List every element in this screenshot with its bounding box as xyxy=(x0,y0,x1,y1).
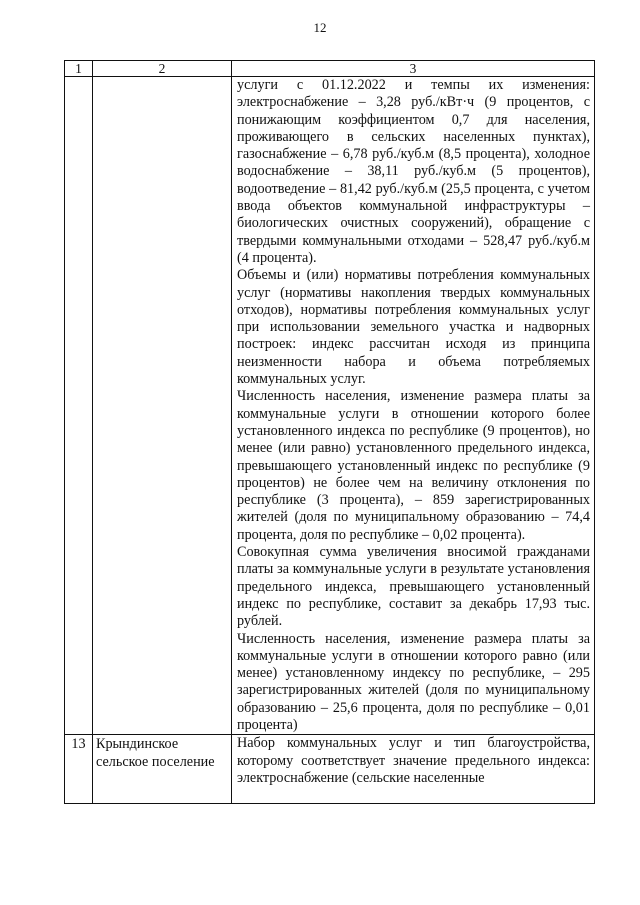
paragraph-tariffs: услуги с 01.12.2022 и темпы их изменения: электроснабжение – 3,28 руб./кВт·ч (9 процентов, с понижающим коэффициентом 0,7 для населения, проживающего в сельских населенных пунктах), газоснабжение – 6,78 руб./куб.м (8,5 процента), холодное водоснабжение – 38,11 руб./куб.м (5 процентов), водоотведение – 81,42 руб./куб.м (25,5 процента, с учетом ввода объектов коммунальной инфраструктуры – биологических очистных сооружений), обращение с твердыми коммунальными отходами – 528,47 руб./куб.м (4 процента). xyxy=(237,77,590,266)
paragraph-population-above: Численность населения, изменение размера платы за коммунальные услуги в отношении которого более установленного индекса по республике (9 процентов), но менее (или равно) установленного предельного индекса, превышающего установленный индекс по республике (9 процентов) не более чем на величину отклонения по республике (3 процента), – 859 зарегистрированных жителей (доля по муниципальному образованию – 74,4 процента, доля по республике – 0,02 процента). xyxy=(237,388,590,543)
description-cell xyxy=(232,735,595,804)
header-col-3: 3 xyxy=(232,61,595,77)
description-cell xyxy=(232,77,595,735)
header-row xyxy=(65,61,595,77)
header-col-1: 1 xyxy=(65,61,93,77)
header-col-2: 2 xyxy=(93,61,232,77)
paragraph-population-below: Численность населения, изменение размера платы за коммунальные услуги в отношении которого равно (или менее) установленному индексу по республике, – 295 зарегистрированных жителей (доля по муниципальному образованию – 25,6 процента, доля по республике – 0,01 процента) xyxy=(237,630,590,733)
municipality-cell xyxy=(93,77,232,735)
paragraph-total-increase: Совокупная сумма увеличения вносимой гражданами платы за коммунальные услуги в результате установления предельного индекса, превышающего установленный индекс по республике, составит за декабрь 17,93 тыс. рублей. xyxy=(237,544,590,630)
data-table xyxy=(64,60,595,804)
municipality-cell xyxy=(93,735,232,804)
paragraph-volumes: Объемы и (или) нормативы потребления коммунальных услуг (нормативы накопления твердых коммунальных отходов), нормативы потребления коммунальных услуг при использовании земельного участка и надворных построек: индекс рассчитан исходя из принципа неизменности набора и объема потребляемых коммунальных услуг. xyxy=(237,267,590,388)
table-row xyxy=(65,735,595,804)
description-text: Набор коммунальных услуг и тип благоустройства, которому соответствует значение предельного индекса: электроснабжение (сельские населенные xyxy=(237,735,590,786)
row-number: 13 xyxy=(71,736,86,753)
table-row xyxy=(65,77,595,735)
municipality-name: Крындинское сельское поселение xyxy=(96,736,215,770)
row-number-cell xyxy=(65,735,93,804)
page-number: 12 xyxy=(313,20,327,35)
row-number-cell xyxy=(65,77,93,735)
